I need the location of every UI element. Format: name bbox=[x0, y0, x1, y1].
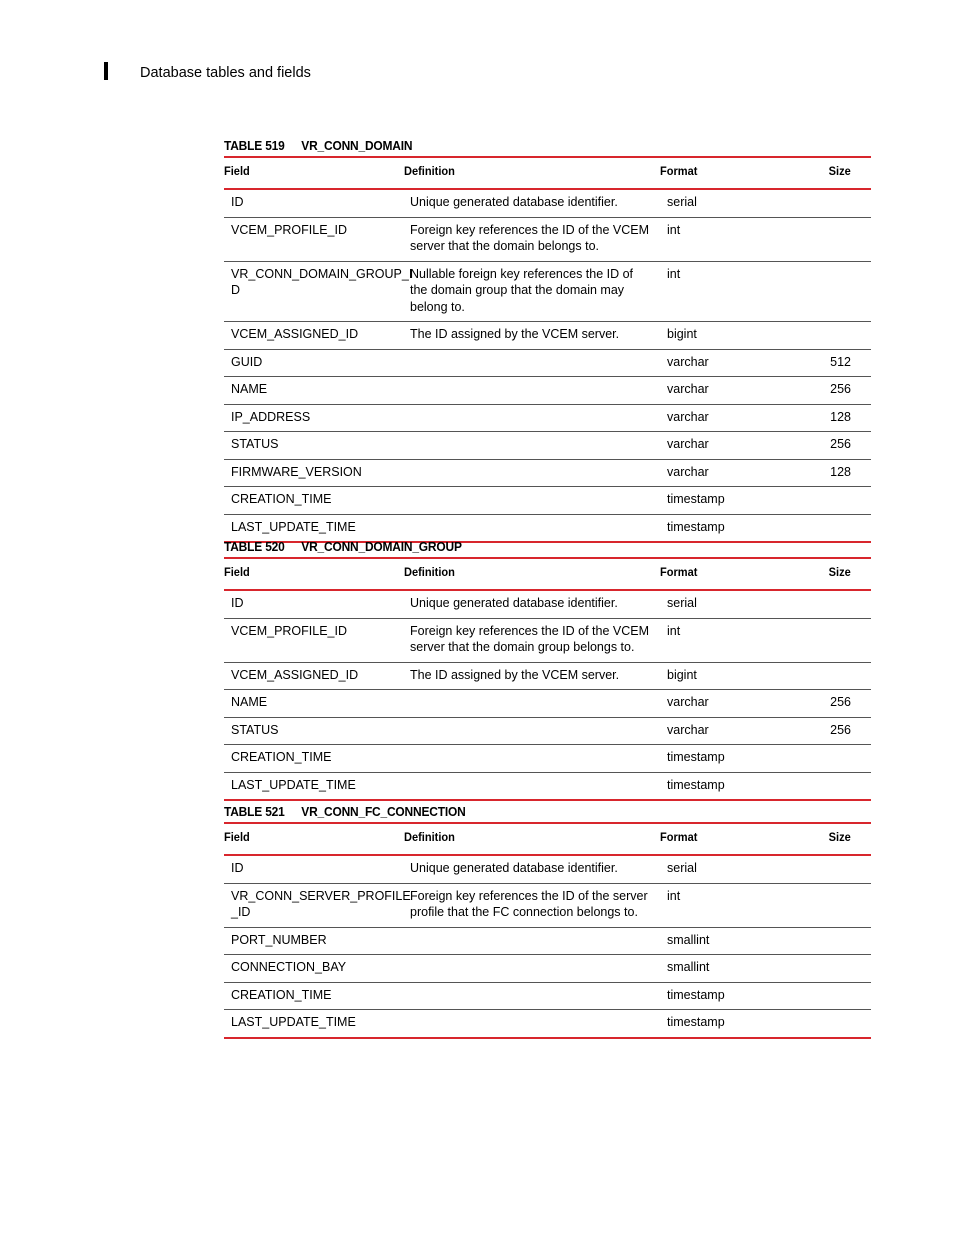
cell-format: timestamp bbox=[667, 492, 725, 506]
column-header-definition: Definition bbox=[404, 564, 455, 579]
cell-format: bigint bbox=[667, 667, 697, 682]
cell-field: LAST_UPDATE_TIME bbox=[231, 777, 356, 792]
cell-size: 256 bbox=[830, 437, 851, 451]
cell-definition: Unique generated database identifier. bbox=[410, 861, 618, 875]
table-vr-conn-domain-group bbox=[224, 539, 871, 801]
cell-definition bbox=[404, 927, 660, 955]
cell-format: varchar bbox=[667, 409, 709, 424]
data-table bbox=[224, 557, 871, 801]
cell-format: int bbox=[667, 266, 681, 281]
cell-size: 128 bbox=[830, 409, 851, 424]
table-row bbox=[224, 261, 871, 322]
cell-definition: The ID assigned by the VCEM server. bbox=[410, 667, 620, 682]
cell-field: VCEM_PROFILE_ID bbox=[231, 623, 348, 638]
cell-field: ID bbox=[231, 195, 244, 209]
table-row bbox=[224, 189, 871, 217]
cell-size bbox=[780, 217, 871, 261]
cell-definition bbox=[404, 982, 660, 1010]
cell-field: PORT_NUMBER bbox=[231, 932, 327, 947]
table-row bbox=[224, 404, 871, 432]
cell-field: VR_CONN_DOMAIN_GROUP_I D bbox=[231, 266, 413, 297]
column-header-size: Size bbox=[828, 829, 851, 844]
table-caption bbox=[224, 138, 819, 156]
cell-definition bbox=[404, 717, 660, 745]
cell-size: 256 bbox=[830, 722, 851, 737]
cell-format: varchar bbox=[667, 722, 709, 737]
cell-size bbox=[780, 927, 871, 955]
cell-format: int bbox=[667, 623, 681, 638]
cell-definition bbox=[404, 377, 660, 405]
cell-size bbox=[780, 662, 871, 690]
table-row bbox=[224, 883, 871, 927]
table-row bbox=[224, 745, 871, 773]
cell-format: int bbox=[667, 888, 681, 903]
change-bar bbox=[104, 62, 108, 80]
cell-field: CREATION_TIME bbox=[231, 492, 332, 506]
column-header-field: Field bbox=[224, 564, 250, 579]
cell-definition bbox=[404, 690, 660, 718]
data-table bbox=[224, 156, 871, 543]
table-row bbox=[224, 717, 871, 745]
table-row bbox=[224, 927, 871, 955]
cell-field: CREATION_TIME bbox=[231, 750, 332, 764]
table-name: VR_CONN_DOMAIN_GROUP bbox=[301, 539, 462, 554]
cell-size bbox=[780, 322, 871, 350]
table-row bbox=[224, 377, 871, 405]
table-row bbox=[224, 982, 871, 1010]
cell-format: varchar bbox=[667, 354, 709, 369]
cell-definition bbox=[404, 1010, 660, 1038]
cell-size bbox=[780, 855, 871, 883]
column-header-field: Field bbox=[224, 829, 250, 844]
cell-definition bbox=[404, 349, 660, 377]
cell-definition bbox=[404, 404, 660, 432]
cell-format: timestamp bbox=[667, 987, 725, 1002]
column-header-definition: Definition bbox=[404, 163, 455, 178]
running-head: Database tables and fields bbox=[140, 65, 311, 81]
cell-size: 256 bbox=[830, 382, 851, 396]
cell-field: STATUS bbox=[231, 437, 279, 451]
cell-format: timestamp bbox=[667, 777, 725, 792]
table-row bbox=[224, 1010, 871, 1038]
cell-field: IP_ADDRESS bbox=[231, 409, 311, 424]
cell-size bbox=[780, 982, 871, 1010]
cell-format: varchar bbox=[667, 464, 709, 479]
cell-definition: Foreign key references the ID of the VCEM server that the domain belongs to. bbox=[410, 222, 649, 253]
header-row bbox=[224, 558, 871, 590]
cell-format: timestamp bbox=[667, 750, 725, 764]
header-row bbox=[224, 823, 871, 855]
cell-format: varchar bbox=[667, 695, 709, 709]
cell-format: varchar bbox=[667, 437, 709, 451]
header-row bbox=[224, 157, 871, 189]
table-row bbox=[224, 662, 871, 690]
table-row bbox=[224, 618, 871, 662]
cell-format: timestamp bbox=[667, 1015, 725, 1029]
table-row bbox=[224, 772, 871, 800]
column-header-size: Size bbox=[828, 163, 851, 178]
table-name: VR_CONN_DOMAIN bbox=[301, 138, 413, 153]
cell-format: varchar bbox=[667, 382, 709, 396]
table-row bbox=[224, 349, 871, 377]
table-row bbox=[224, 217, 871, 261]
cell-definition: Nullable foreign key references the ID of the domain group that the domain may belong to. bbox=[410, 266, 634, 314]
cell-field: NAME bbox=[231, 695, 268, 709]
cell-format: bigint bbox=[667, 327, 697, 341]
cell-definition bbox=[404, 955, 660, 983]
column-header-format: Format bbox=[660, 564, 698, 579]
cell-field: GUID bbox=[231, 354, 263, 369]
cell-definition bbox=[404, 487, 660, 515]
cell-size bbox=[780, 261, 871, 322]
cell-definition bbox=[404, 459, 660, 487]
cell-field: LAST_UPDATE_TIME bbox=[231, 1015, 356, 1029]
cell-size: 256 bbox=[830, 695, 851, 709]
cell-field: LAST_UPDATE_TIME bbox=[231, 519, 356, 534]
cell-size bbox=[780, 618, 871, 662]
data-table bbox=[224, 822, 871, 1039]
cell-field: VR_CONN_SERVER_PROFILE _ID bbox=[231, 888, 411, 919]
cell-size: 128 bbox=[830, 464, 851, 479]
cell-definition: The ID assigned by the VCEM server. bbox=[410, 327, 620, 341]
cell-size bbox=[780, 745, 871, 773]
column-header-definition: Definition bbox=[404, 829, 455, 844]
table-row bbox=[224, 514, 871, 542]
table-number: TABLE 519 bbox=[224, 138, 285, 153]
table-row bbox=[224, 432, 871, 460]
cell-size bbox=[780, 772, 871, 800]
table-row bbox=[224, 590, 871, 618]
cell-definition: Unique generated database identifier. bbox=[410, 195, 618, 209]
table-name: VR_CONN_FC_CONNECTION bbox=[301, 804, 466, 819]
cell-format: timestamp bbox=[667, 519, 725, 534]
column-header-size: Size bbox=[828, 564, 851, 579]
cell-size: 512 bbox=[830, 354, 851, 369]
cell-definition: Foreign key references the ID of the VCEM server that the domain group belongs to. bbox=[410, 623, 649, 654]
cell-format: int bbox=[667, 222, 681, 237]
column-header-field: Field bbox=[224, 163, 250, 178]
cell-format: serial bbox=[667, 861, 697, 875]
table-row bbox=[224, 487, 871, 515]
cell-size bbox=[780, 189, 871, 217]
cell-field: VCEM_ASSIGNED_ID bbox=[231, 327, 359, 341]
cell-field: ID bbox=[231, 596, 244, 610]
cell-definition bbox=[404, 772, 660, 800]
cell-format: smallint bbox=[667, 960, 710, 974]
table-vr-conn-fc-connection bbox=[224, 804, 871, 1039]
cell-format: serial bbox=[667, 195, 697, 209]
cell-format: serial bbox=[667, 596, 697, 610]
cell-field: VCEM_PROFILE_ID bbox=[231, 222, 348, 237]
cell-size bbox=[780, 590, 871, 618]
column-header-format: Format bbox=[660, 829, 698, 844]
table-vr-conn-domain bbox=[224, 138, 871, 543]
cell-definition bbox=[404, 745, 660, 773]
cell-field: CREATION_TIME bbox=[231, 987, 332, 1002]
table-number: TABLE 520 bbox=[224, 539, 285, 554]
cell-size bbox=[780, 514, 871, 542]
table-row bbox=[224, 459, 871, 487]
cell-field: FIRMWARE_VERSION bbox=[231, 464, 362, 479]
cell-definition bbox=[404, 432, 660, 460]
cell-size bbox=[780, 883, 871, 927]
table-row bbox=[224, 855, 871, 883]
table-caption bbox=[224, 804, 819, 822]
cell-field: ID bbox=[231, 861, 244, 875]
cell-field: CONNECTION_BAY bbox=[231, 960, 347, 974]
cell-field: STATUS bbox=[231, 722, 279, 737]
cell-size bbox=[780, 955, 871, 983]
cell-field: VCEM_ASSIGNED_ID bbox=[231, 667, 359, 682]
cell-size bbox=[780, 1010, 871, 1038]
column-header-format: Format bbox=[660, 163, 698, 178]
table-row bbox=[224, 690, 871, 718]
table-number: TABLE 521 bbox=[224, 804, 285, 819]
table-caption bbox=[224, 539, 819, 557]
cell-definition: Unique generated database identifier. bbox=[410, 596, 618, 610]
cell-size bbox=[780, 487, 871, 515]
cell-field: NAME bbox=[231, 382, 268, 396]
cell-format: smallint bbox=[667, 932, 710, 947]
cell-definition: Foreign key references the ID of the server profile that the FC connection belongs to. bbox=[410, 888, 648, 919]
table-row bbox=[224, 955, 871, 983]
cell-definition bbox=[404, 514, 660, 542]
table-row bbox=[224, 322, 871, 350]
